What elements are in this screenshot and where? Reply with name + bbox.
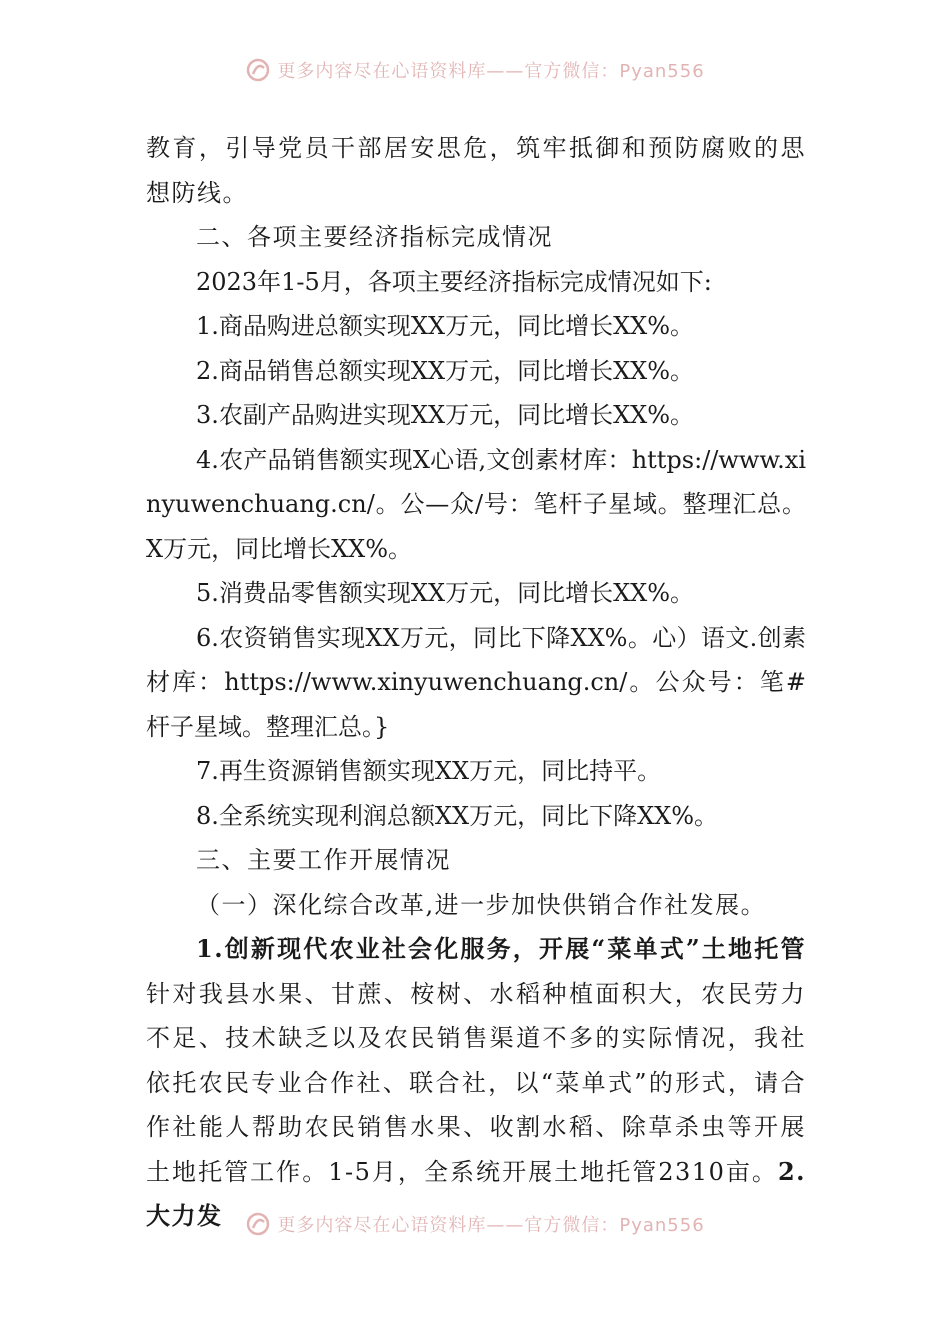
paragraph: 2023年1-5月，各项主要经济指标完成情况如下: [196, 267, 712, 296]
bold-heading: 1.创新现代农业社会化服务，开展“菜单式”土地托管 [196, 934, 806, 963]
watermark-logo-icon [245, 57, 271, 83]
header-watermark [0, 53, 950, 87]
list-item: 4.农产品销售额实现X心语,文创素材库：https://www.xinyuwenchuang.cn/。公—众/号：笔杆子星域。整理汇总。X万元，同比增长XX%。 [146, 445, 806, 563]
list-item: 3.农副产品购进实现XX万元，同比增长XX%。 [196, 401, 695, 429]
list-item: 8.全系统实现利润总额XX万元，同比下降XX%。 [196, 801, 719, 830]
watermark-logo-icon [245, 1211, 271, 1237]
paragraph-body: 针对我县水果、甘蔗、桉树、水稻种植面积大，农民劳力不足、技术缺乏以及农民销售渠道不多的实际情况，我社依托农民专业合作社、联合社，以“菜单式”的形式，请合作社能人帮助农民销售水果、收割水稻、除草杀虫等开展土地托管工作。1-5月，全系统开展土地托管2310亩。 [146, 979, 806, 1186]
footer-watermark [0, 1207, 950, 1241]
section-heading: 二、各项主要经济指标完成情况 [196, 223, 553, 251]
paragraph [146, 927, 806, 1239]
subsection-heading: （一）深化综合改革,进一步加快供销合作社发展。 [196, 890, 767, 919]
document-body [146, 126, 806, 1239]
paragraph: 教育，引导党员干部居安思危，筑牢抵御和预防腐败的思想防线。 [146, 134, 806, 207]
section-heading: 三、主要工作开展情况 [196, 846, 451, 874]
watermark-text: 更多内容尽在心语资料库——官方微信：Pyan556 [277, 61, 705, 82]
list-item: 2.商品销售总额实现XX万元，同比增长XX%。 [196, 356, 695, 385]
watermark-text: 更多内容尽在心语资料库——官方微信：Pyan556 [277, 1215, 705, 1236]
bold-heading: 2.大力发 [146, 1156, 806, 1230]
list-item: 1.商品购进总额实现XX万元，同比增长XX%。 [196, 312, 695, 340]
list-item: 6.农资销售实现XX万元，同比下降XX%。心）语文.创素材库：https://www.xinyuwenchuang.cn/。公众号：笔#杆子星域。整理汇总。} [146, 623, 806, 741]
list-item: 7.再生资源销售额实现XX万元，同比持平。 [196, 757, 662, 785]
list-item: 5.消费品零售额实现XX万元，同比增长XX%。 [196, 579, 695, 607]
